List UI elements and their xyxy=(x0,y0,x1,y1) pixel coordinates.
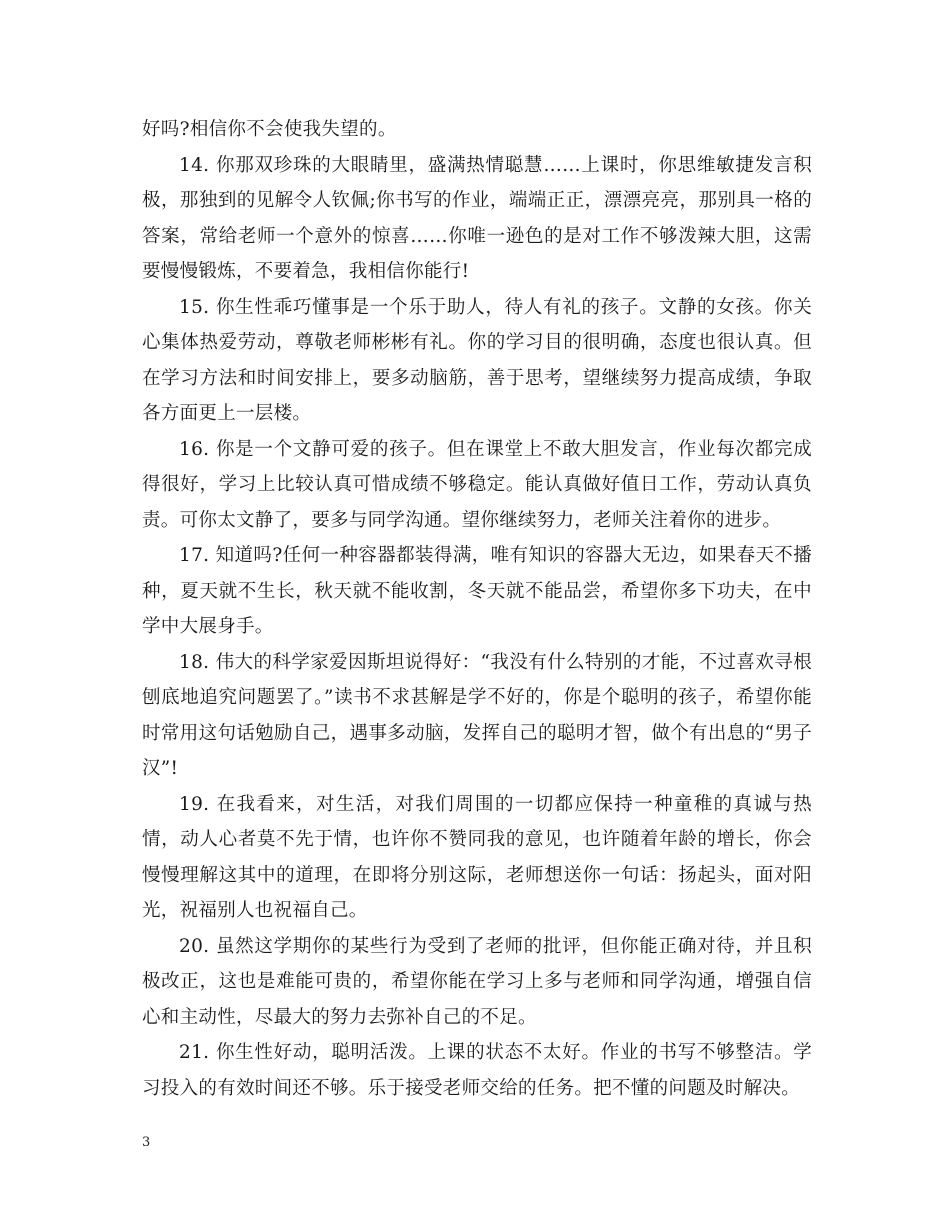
paragraph-item-14: 14. 你那双珍珠的大眼睛里，盛满热情聪慧……上课时，你思维敏捷发言积极，那独到的见解令人钦佩;你书写的作业，端端正正，漂漂亮亮，那别具一格的答案，常给老师一个意外的惊喜……你唯一逊色的是对工作不够泼辣大胆，这需要慢慢锻炼，不要着急，我相信你能行! xyxy=(142,154,812,282)
paragraph-item-16: 16. 你是一个文静可爱的孩子。但在课堂上不敢大胆发言，作业每次都完成得很好，学习上比较认真可惜成绩不够稳定。能认真做好值日工作，劳动认真负责。可你太文静了，要多与同学沟通。望你继续努力，老师关注着你的进步。 xyxy=(142,438,812,531)
paragraph-item-15: 15. 你生性乖巧懂事是一个乐于助人，待人有礼的孩子。文静的女孩。你关心集体热爱劳动，尊敬老师彬彬有礼。你的学习目的很明确，态度也很认真。但在学习方法和时间安排上，要多动脑筋，善于思考，望继续努力提高成绩，争取各方面更上一层楼。 xyxy=(142,296,812,424)
paragraph-item-18: 18. 伟大的科学家爱因斯坦说得好：“我没有什么特别的才能，不过喜欢寻根刨底地追究问题罢了。”读书不求甚解是学不好的，你是个聪明的孩子，希望你能时常用这句话勉励自己，遇事多动脑，发挥自己的聪明才智，做个有出息的“男子汉”! xyxy=(142,651,812,779)
paragraph-item-21: 21. 你生性好动，聪明活泼。上课的状态不太好。作业的书写不够整洁。学习投入的有效时间还不够。乐于接受老师交给的任务。把不懂的问题及时解决。 xyxy=(142,1042,812,1099)
paragraph-item-20: 20. 虽然这学期你的某些行为受到了老师的批评，但你能正确对待，并且积极改正，这也是难能可贵的，希望你能在学习上多与老师和同学沟通，增强自信心和主动性，尽最大的努力去弥补自己的不足。 xyxy=(142,935,812,1028)
paragraph-item-17: 17. 知道吗?任何一种容器都装得满，唯有知识的容器大无边，如果春天不播种，夏天就不生长，秋天就不能收割，冬天就不能品尝，希望你多下功夫，在中学中大展身手。 xyxy=(142,545,812,637)
paragraph-item-19: 19. 在我看来，对生活，对我们周围的一切都应保持一种童稚的真诚与热情，动人心者莫不先于情，也许你不赞同我的意见，也许随着年龄的增长，你会慢慢理解这其中的道理，在即将分别这际，老师想送你一句话：扬起头，面对阳光，祝福别人也祝福自己。 xyxy=(142,793,812,921)
paragraph-continuation: 好吗?相信你不会使我失望的。 xyxy=(142,119,397,140)
document-body xyxy=(142,112,812,1106)
page-number: 3 xyxy=(142,1135,151,1150)
